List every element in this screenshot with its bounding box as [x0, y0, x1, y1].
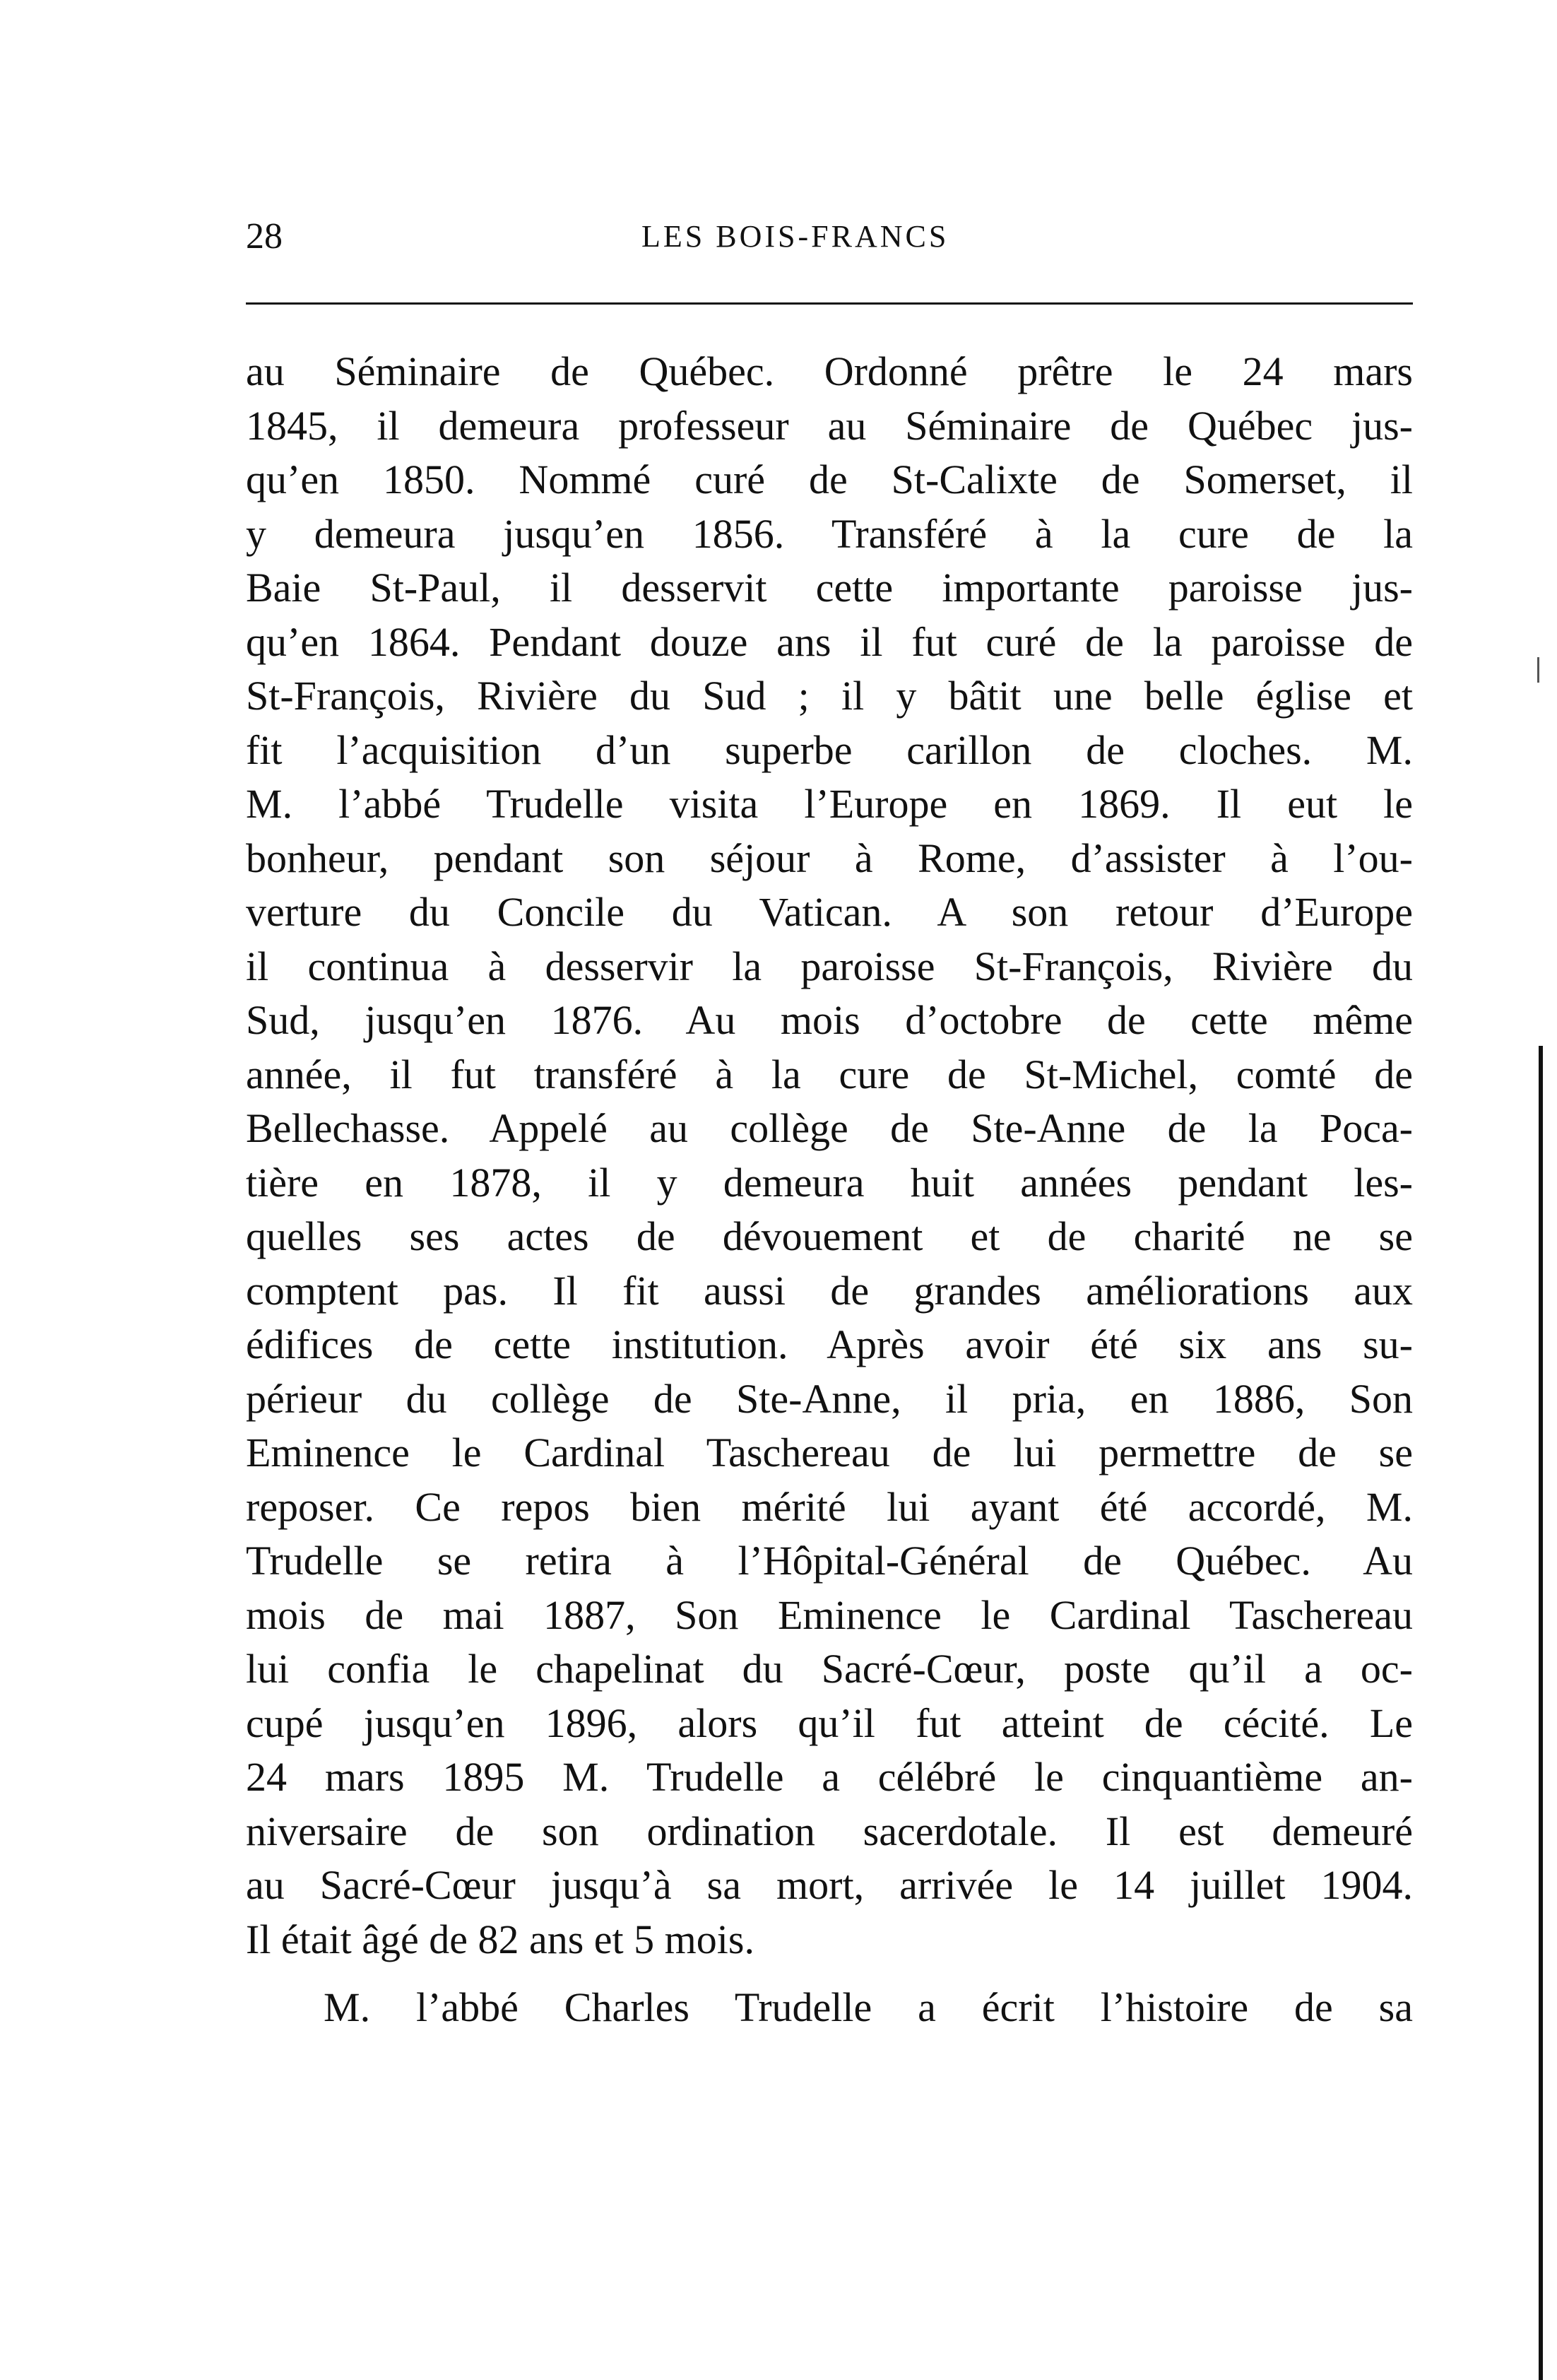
text-line: bonheur, pendant son séjour à Rome, d’assister à l’ou- — [246, 835, 1413, 881]
text-line: quelles ses actes de dévouement et de charité ne se — [246, 1213, 1413, 1259]
text-line: St-François, Rivière du Sud ; il y bâtit une belle église et — [246, 673, 1413, 719]
text-line: au Sacré-Cœur jusqu’à sa mort, arrivée le 14 juillet 1904. — [246, 1862, 1413, 1908]
text-line: Eminence le Cardinal Taschereau de lui permettre de se — [246, 1430, 1413, 1475]
text-line: M. l’abbé Charles Trudelle a écrit l’histoire de sa — [324, 1984, 1413, 2030]
text-line: Baie St-Paul, il desservit cette importante paroisse jus- — [246, 565, 1413, 611]
running-header — [246, 212, 1413, 261]
text-line: fit l’acquisition d’un superbe carillon de cloches. M. — [246, 726, 1413, 773]
text-line: niversaire de son ordination sacerdotale. Il est demeuré — [246, 1808, 1413, 1854]
paragraph — [246, 1981, 1413, 2035]
text-line: y demeura jusqu’en 1856. Transféré à la cure de la — [246, 510, 1413, 557]
scan-edge-mark — [1537, 657, 1539, 683]
text-line: reposer. Ce repos bien mérité lui ayant été accordé, M. — [246, 1483, 1413, 1530]
text-line: édifices de cette institution. Après avoir été six ans su- — [246, 1321, 1413, 1367]
text-line: 1845, il demeura professeur au Séminaire de Québec jus- — [246, 402, 1413, 449]
scan-edge-shadow — [1539, 1046, 1543, 2380]
paragraph — [246, 345, 1413, 1967]
text-line: mois de mai 1887, Son Eminence le Cardinal Taschereau — [246, 1591, 1413, 1638]
text-line: 24 mars 1895 M. Trudelle a célébré le cinquantième an- — [246, 1754, 1413, 1800]
text-line: comptent pas. Il fit aussi de grandes améliorations aux — [246, 1267, 1413, 1314]
text-line: Il était âgé de 82 ans et 5 mois. — [246, 1916, 754, 1962]
text-line: M. l’abbé Trudelle visita l’Europe en 1869. Il eut le — [246, 781, 1413, 827]
text-line: cupé jusqu’en 1896, alors qu’il fut atteint de cécité. Le — [246, 1699, 1413, 1746]
header-rule — [246, 302, 1413, 305]
text-line: périeur du collège de Ste-Anne, il pria, en 1886, Son — [246, 1375, 1413, 1422]
text-line: année, il fut transféré à la cure de St-Michel, comté de — [246, 1051, 1413, 1097]
text-line: tière en 1878, il y demeura huit années pendant les- — [246, 1159, 1413, 1206]
text-line: Bellechasse. Appelé au collège de Ste-Anne de la Poca- — [246, 1105, 1413, 1151]
text-line: Sud, jusqu’en 1876. Au mois d’octobre de cette même — [246, 997, 1413, 1043]
text-line: qu’en 1864. Pendant douze ans il fut curé de la paroisse de — [246, 618, 1413, 665]
text-line: verture du Concile du Vatican. A son retour d’Europe — [246, 889, 1413, 935]
text-line: lui confia le chapelinat du Sacré-Cœur, poste qu’il a oc- — [246, 1646, 1413, 1692]
body-text — [246, 345, 1413, 2035]
page-number: 28 — [246, 216, 283, 257]
running-title: LES BOIS-FRANCS — [641, 219, 949, 254]
text-line: il continua à desservir la paroisse St-François, Rivière du — [246, 943, 1413, 989]
text-line: qu’en 1850. Nommé curé de St-Calixte de Somerset, il — [246, 456, 1413, 502]
text-line: Trudelle se retira à l’Hôpital-Général de Québec. Au — [246, 1538, 1413, 1584]
text-line: au Séminaire de Québec. Ordonné prêtre le 24 mars — [246, 348, 1413, 394]
